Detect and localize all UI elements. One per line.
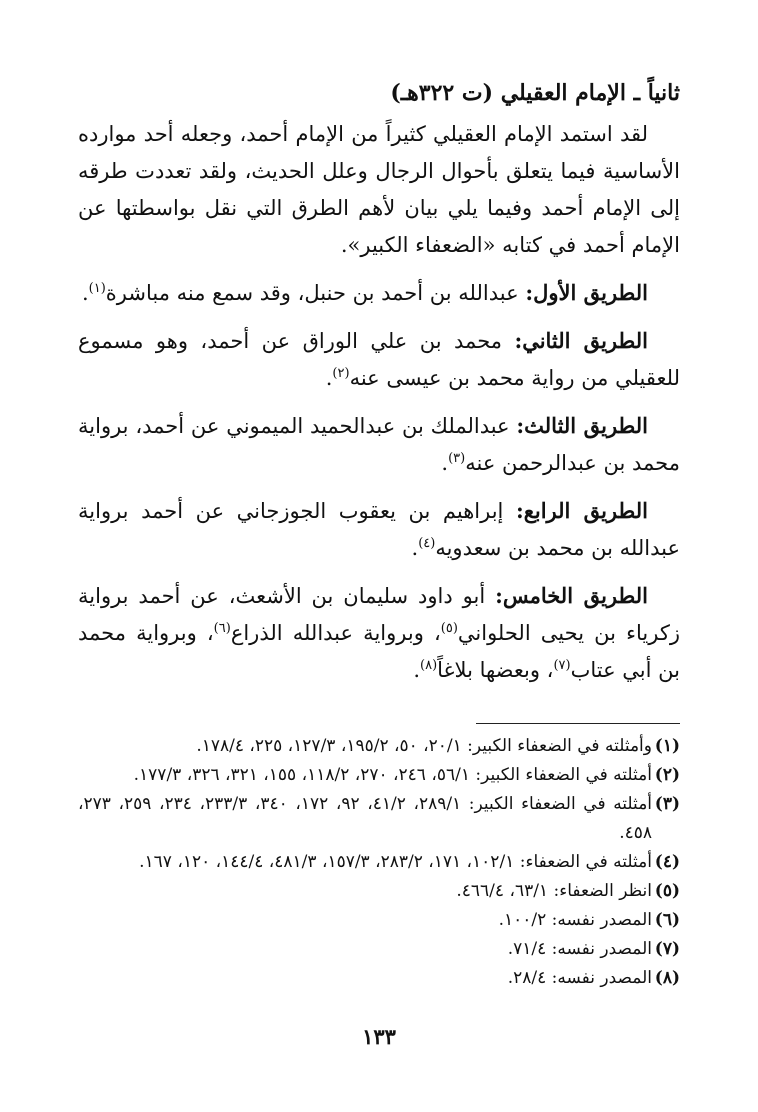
way-4-text: إبراهيم بن يعقوب الجوزجاني عن أحمد برواية عبدالله بن محمد بن سعدويه <box>78 499 680 560</box>
footnote-6 <box>78 906 680 935</box>
footnote-ref-1: (١) <box>88 281 106 296</box>
footnote-text: المصدر نفسه: ١٠٠/٢. <box>498 910 652 930</box>
footnote-text: أمثلته في الضعفاء الكبير: ٥٦/١، ٢٤٦، ٢٧٠، ١١٨/٢، ١٥٥، ٣٢١، ٣٢٦، ١٧٧/٣. <box>133 765 652 785</box>
way-5-text-part-1: أبو داود سليمان بن الأشعث، عن أحمد برواية زكرياء بن يحيى الحلواني <box>78 584 680 645</box>
way-1-text: عبدالله بن أحمد بن حنبل، وقد سمع منه مباشرة <box>105 281 519 305</box>
footnote-text: المصدر نفسه: ٧١/٤. <box>507 939 652 959</box>
way-1-end: . <box>81 281 89 305</box>
footnote-ref-8: (٨) <box>420 658 438 673</box>
way-4-label: الطريق الرابع: <box>515 498 648 523</box>
footnote-ref-2: (٢) <box>332 366 350 381</box>
way-5-paragraph <box>78 577 680 689</box>
footnote-separator <box>476 723 680 724</box>
footnote-text: أمثلته في الضعفاء الكبير: ٢٨٩/١، ٤١/٢، ٩٢، ١٧٢، ٣٤٠، ٢٣٣/٣، ٢٣٤، ٢٥٩، ٢٧٣، ٤٥٨. <box>78 794 653 843</box>
way-2-label: الطريق الثاني: <box>514 328 648 353</box>
way-5-text-part-3: ، وبرواية محمد بن أبي عتاب <box>78 621 680 682</box>
way-5-label: الطريق الخامس: <box>495 583 648 608</box>
way-5-end: . <box>413 658 421 682</box>
footnote-3 <box>78 790 680 848</box>
footnote-5 <box>78 877 680 906</box>
footnote-1 <box>78 732 680 761</box>
footnote-2 <box>78 761 680 790</box>
way-5-text-part-2: ، وبرواية عبدالله الذراع <box>230 621 441 645</box>
way-1-paragraph <box>78 274 680 312</box>
way-3-text: عبدالملك بن عبدالحميد الميموني عن أحمد، برواية محمد بن عبدالرحمن عنه <box>78 414 680 475</box>
way-2-end: . <box>325 366 333 390</box>
footnote-ref-4: (٤) <box>418 536 436 551</box>
footnote-text: انظر الضعفاء: ٦٣/١، ٤٦٦/٤. <box>456 881 652 901</box>
footnote-7 <box>78 935 680 964</box>
footnotes-list <box>78 732 680 993</box>
footnote-number: (٧) <box>654 939 680 959</box>
way-4-paragraph <box>78 492 680 567</box>
way-3-end: . <box>441 451 449 475</box>
footnote-text: المصدر نفسه: ٢٨/٤. <box>507 968 652 988</box>
footnote-ref-7: (٧) <box>553 658 571 673</box>
footnote-ref-5: (٥) <box>440 621 458 636</box>
way-2-text: محمد بن علي الوراق عن أحمد، وهو مسموع للعقيلي من رواية محمد بن عيسى عنه <box>78 329 680 390</box>
page-number: ١٣٣ <box>362 1024 396 1049</box>
footnote-number: (٨) <box>654 968 680 988</box>
way-5-text-part-4: ، وبعضها بلاغاً <box>437 658 554 682</box>
way-3-paragraph <box>78 407 680 482</box>
footnote-number: (٥) <box>654 881 680 901</box>
footnote-4 <box>78 848 680 877</box>
intro-paragraph: لقد استمد الإمام العقيلي كثيراً من الإمام أحمد، وجعله أحد موارده الأساسية فيما يتعلق بأحوال الرجال وعلل الحديث، ولقد تعددت طرقه إلى الإمام أحمد وفيما يلي بيان لأهم الطرق التي نقل بواسطتها عن الإمام أحمد في كتابه «الضعفاء الكبير». <box>78 122 680 257</box>
footnote-number: (٢) <box>654 765 680 785</box>
way-2-paragraph <box>78 322 680 397</box>
footnote-number: (٣) <box>654 794 680 814</box>
footnote-ref-3: (٣) <box>448 451 466 466</box>
way-3-label: الطريق الثالث: <box>516 413 648 438</box>
section-heading: ثانياً ـ الإمام العقيلي (ت ٣٢٢هـ) <box>390 80 680 106</box>
footnote-ref-6: (٦) <box>213 621 231 636</box>
footnote-text: أمثلته في الضعفاء: ١٠٢/١، ١٧١، ٢٨٣/٢، ١٥٧/٣، ٤٨١/٣، ١٤٤/٤، ١٢٠، ١٦٧. <box>139 852 652 872</box>
footnote-number: (٦) <box>654 910 680 930</box>
footnote-8 <box>78 964 680 993</box>
footnote-text: وأمثلته في الضعفاء الكبير: ٢٠/١، ٥٠، ١٩٥/٢، ١٢٧/٣، ٢٢٥، ١٧٨/٤. <box>196 736 652 756</box>
way-4-end: . <box>411 536 419 560</box>
way-1-label: الطريق الأول: <box>525 280 648 305</box>
footnote-number: (١) <box>654 736 680 756</box>
footnote-number: (٤) <box>654 852 680 872</box>
